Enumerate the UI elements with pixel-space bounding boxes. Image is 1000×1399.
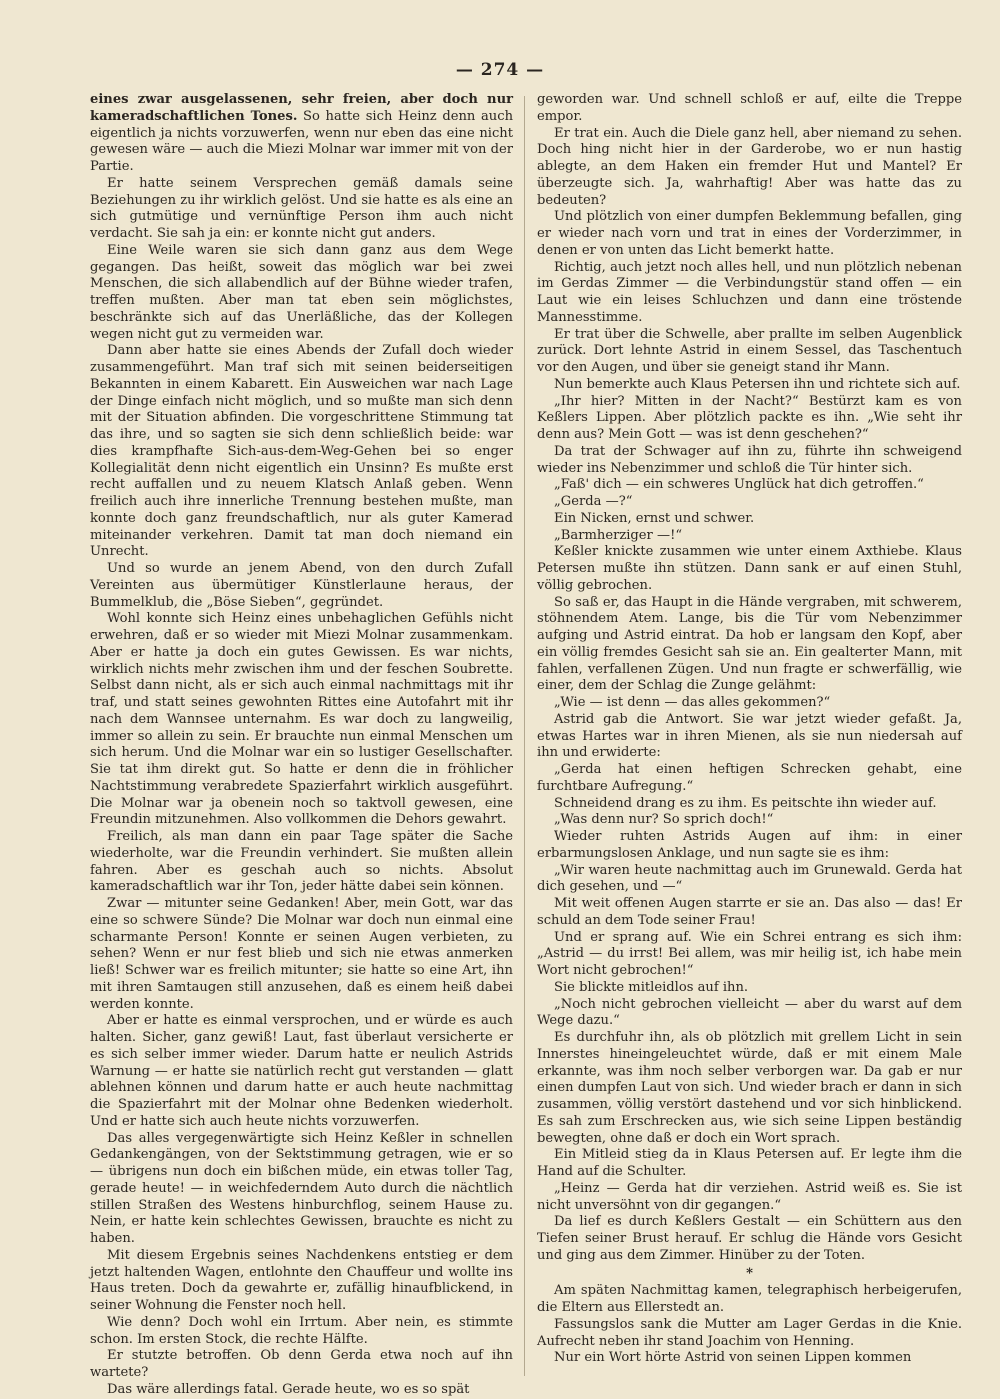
- paragraph: Das wäre allerdings fatal. Gerade heute, wo es so spät: [107, 1381, 470, 1397]
- paragraph: „Gerda hat einen heftigen Schrecken gehabt, eine furchtbare Aufregung.“: [537, 762, 962, 794]
- paragraph: Ein Mitleid stieg da in Klaus Petersen auf. Er legte ihm die Hand auf die Schulter.: [537, 1147, 962, 1179]
- paragraph: Er trat über die Schwelle, aber prallte im selben Augenblick zurück. Dort lehnte Astrid in einem Sessel, das Taschentuch vor den Augen, und über sie geneigt stand ihr Mann.: [537, 326, 962, 375]
- paragraph: Er trat ein. Auch die Diele ganz hell, aber niemand zu sehen. Doch hing nicht hier in der Garderobe, wo er nun hastig ablegte, an dem Haken ein fremder Hut und Mantel? Er überzeugte sich. Ja, wahrhaftig! Aber was hatte das zu bedeuten?: [537, 125, 962, 208]
- paragraph: Ein Nicken, ernst und schwer.: [554, 510, 755, 526]
- right-column: [537, 92, 962, 1382]
- paragraph: geworden war. Und schnell schloß er auf, eilte die Treppe empor.: [537, 92, 962, 124]
- paragraph: Er hatte seinem Versprechen gemäß damals seine Beziehungen zu ihr wirklich gelöst. Und sie hatte es als eine an sich gutmütige und vernünftige Person ihm auch nicht verdacht. Sie sah ja ein: er konnte nicht gut anders.: [90, 175, 513, 241]
- paragraph: Eine Weile waren sie sich dann ganz aus dem Wege gegangen. Das heißt, soweit das möglich war bei zwei Menschen, die sich allabendlich auf der Bühne wieder trafen, treffen mußten. Aber man tat eben sein möglichstes, beschränkte sich auf das Unerläßliche, das der Kollegen wegen nicht gut zu vermeiden war.: [90, 242, 513, 342]
- paragraph: „Barmherziger —!“: [554, 527, 683, 543]
- paragraph: Und er sprang auf. Wie ein Schrei entrang es sich ihm: „Astrid — du irrst! Bei allem, was mir heilig ist, ich habe mein Wort nicht gebrochen!“: [537, 929, 962, 978]
- paragraph: Er stutzte betroffen. Ob denn Gerda etwa noch auf ihn wartete?: [90, 1348, 513, 1380]
- paragraph: „Ihr hier? Mitten in der Nacht?“ Bestürzt kam es von Keßlers Lippen. Aber plötzlich packte es ihn. „Wie seht ihr denn aus? Mein Gott — was ist denn geschehen?“: [537, 393, 962, 442]
- paragraph: „Heinz — Gerda hat dir verziehen. Astrid weiß es. Sie ist nicht unversöhnt von dir gegangen.“: [537, 1180, 962, 1213]
- paragraph: So saß er, das Haupt in die Hände vergraben, mit schwerem, stöhnendem Atem. Lange, bis die Tür vom Nebenzimmer aufging und Astrid eintrat. Da hob er langsam den Kopf, aber ein völlig fremdes Gesicht sah sie an. Ein gealterter Mann, mit fahlen, verfallenen Zügen. Und nun fragte er schwerfällig, wie einer, dem der Schlag die Zunge gelähmt:: [537, 594, 962, 694]
- paragraph: Wohl konnte sich Heinz eines unbehaglichen Gefühls nicht erwehren, daß er so wieder mit Miezi Molnar zusammenkam. Aber er hatte ja doch ein gutes Gewissen. Es war nichts, wirklich nichts mehr zwischen ihm und der feschen Soubrette. Selbst dann nicht, als er sich auch einmal nachmittags mit ihr traf, und statt seines gewohnten Rittes eine Autofahrt mit ihr nach dem Wannsee unternahm. Es war doch zu langweilig, immer so allein zu sein. Er brauchte nun einmal Menschen um sich herum. Und die Molnar war ein so lustiger Gesellschafter. Sie tat ihm direkt gut. So hatte er denn die in fröhlicher Nachtstimmung verabredete Spazierfahrt wirklich ausgeführt. Die Molnar war ja obenein noch so taktvoll gewesen, eine Freundin mitzunehmen. Also vollkommen die Dehors gewahrt.: [90, 611, 513, 828]
- paragraph: „Gerda —?“: [554, 494, 633, 509]
- paragraph: Es durchfuhr ihn, als ob plötzlich mit grellem Licht in sein Innerstes hineingeleuchtet würde, daß er mit einem Male erkannte, was ihm noch selber verborgen war. Da gab er nur einen dumpfen Laut von sich. Und wieder brach er dann in sich zusammen, völlig verstört dastehend und vor sich hinblickend. Es sah zum Erschrecken aus, wie sich seine Lippen beständig bewegten, ohne daß er doch ein Wort sprach.: [537, 1030, 962, 1146]
- paragraph: eines zwar ausgelassenen, sehr freien, aber doch nur kameradschaftlichen Tones. So hatte sich Heinz denn auch eigentlich ja nichts vorzuwerfen, wenn nur eben das eine nicht gewesen wäre — auch die Miezi Molnar war immer mit von der Partie.: [90, 92, 513, 174]
- paragraph: Und plötzlich von einer dumpfen Beklemmung befallen, ging er wieder nach vorn und trat in eines der Vorderzimmer, in denen er von unten das Licht bemerkt hatte.: [537, 209, 962, 258]
- paragraph: Und so wurde an jenem Abend, von den durch Zufall Vereinten aus übermütiger Künstlerlaune heraus, der Bummelklub, die „Böse Sieben“, gegründet.: [90, 561, 513, 610]
- left-column: [90, 92, 513, 1397]
- paragraph: *: [746, 1265, 753, 1281]
- paragraph: Richtig, auch jetzt noch alles hell, und nun plötzlich nebenan im Gerdas Zimmer — die Verbindungstür stand offen — ein Laut wie ein leises Schluchzen und dann eine tröstende Mannesstimme.: [537, 259, 962, 325]
- paragraph: Aber er hatte es einmal versprochen, und er würde es auch halten. Sicher, ganz gewiß! Laut, fast überlaut versicherte er es sich selber immer wieder. Darum hatte er neulich Astrids Warnung — er hatte sie natürlich recht gut verstanden — glatt ablehnen können und darum hatte er auch heute nachmittag die Spazierfahrt mit der Molnar ohne Bedenken wiederholt. Und er hatte sich auch heute nichts vorzuwerfen.: [90, 1013, 513, 1129]
- paragraph: „Faß' dich — ein schweres Unglück hat dich getroffen.“: [554, 477, 924, 493]
- paragraph: Das alles vergegenwärtigte sich Heinz Keßler in schnellen Gedankengängen, von der Sektstimmung getragen, wie er so — übrigens nun doch ein bißchen müde, ein etwas toller Tag, gerade heute! — in weichfederndem Auto durch die nächtlich stillen Straßen des Westens hinburchflog, seinem Hause zu. Nein, er hatte kein schlechtes Gewissen, brauchte es nicht zu haben.: [90, 1130, 513, 1246]
- paragraph: Mit weit offenen Augen starrte er sie an. Das also — das! Er schuld an dem Tode seiner Frau!: [537, 896, 962, 928]
- paragraph: Wie denn? Doch wohl ein Irrtum. Aber nein, es stimmte schon. Im ersten Stock, die rechte Hälfte.: [90, 1314, 513, 1347]
- paragraph: Da trat der Schwager auf ihn zu, führte ihn schweigend wieder ins Nebenzimmer und schloß die Tür hinter sich.: [537, 443, 962, 476]
- paragraph: Da lief es durch Keßlers Gestalt — ein Schüttern aus den Tiefen seiner Brust herauf. Er schlug die Hände vors Gesicht und ging aus dem Zimmer. Hinüber zu der Toten.: [537, 1214, 962, 1263]
- paragraph: Nur ein Wort hörte Astrid von seinen Lippen kommen: [554, 1350, 912, 1366]
- paragraph: „Wir waren heute nachmittag auch im Grunewald. Gerda hat dich gesehen, und —“: [537, 862, 962, 895]
- paragraph: Zwar — mitunter seine Gedanken! Aber, mein Gott, war das eine so schwere Sünde? Die Molnar war doch nun einmal eine scharmante Person! Konnte er seinen Augen verbieten, zu sehen? Wenn er nur fest blieb und sich nie etwas anmerken ließ! Schwer war es freilich mitunter; sie hatte so eine Art, ihn mit ihren Samtaugen still anzusehen, daß es einem heiß dabei werden konnte.: [90, 896, 513, 1012]
- paragraph: Keßler knickte zusammen wie unter einem Axthiebe. Klaus Petersen mußte ihn stützen. Dann sank er auf einen Stuhl, völlig gebrochen.: [537, 544, 962, 593]
- paragraph: Wieder ruhten Astrids Augen auf ihm: in einer erbarmungslosen Anklage, und nun sagte sie es ihm:: [537, 829, 962, 861]
- paragraph: Am späten Nachmittag kamen, telegraphisch herbeigerufen, die Eltern aus Ellerstedt an.: [537, 1283, 962, 1315]
- paragraph: „Noch nicht gebrochen vielleicht — aber du warst auf dem Wege dazu.“: [537, 996, 962, 1029]
- paragraph: Dann aber hatte sie eines Abends der Zufall doch wieder zusammengeführt. Man traf sich mit seinen beiderseitigen Bekannten in einem Kabarett. Ein Ausweichen war nach Lage der Dinge einfach nicht möglich, und so mußte man sich denn mit der Situation abfinden. Die vorgeschrittene Stimmung tat das ihre, und so sagten sie sich denn schließlich beide: war dies krampfhafte Sich-aus-dem-Weg-Gehen bei so enger Kollegialität denn nicht eigentlich ein Unsinn? Es mußte erst recht auffallen und zu neuem Klatsch Anlaß geben. Wenn freilich auch ihre innerliche Trennung bestehen mußte, man konnte doch ganz freundschaftlich, nur als guter Kamerad miteinander verkehren. Damit tat man doch niemand ein Unrecht.: [90, 343, 513, 560]
- paragraph: Sie blickte mitleidlos auf ihn.: [554, 979, 749, 995]
- paragraph: Mit diesem Ergebnis seines Nachdenkens entstieg er dem jetzt haltenden Wagen, entlohnte den Chauffeur und wollte ins Haus treten. Doch da gewahrte er, zufällig hinaufblickend, in seiner Wohnung die Fenster noch hell.: [90, 1247, 513, 1313]
- paragraph: „Wie — ist denn — das alles gekommen?“: [554, 695, 831, 710]
- column-rule: [524, 96, 525, 1376]
- paragraph: Astrid gab die Antwort. Sie war jetzt wieder gefaßt. Ja, etwas Hartes war in ihren Mienen, als sie nun niedersah auf ihn und erwiderte:: [537, 711, 962, 761]
- paragraph: Schneidend drang es zu ihm. Es peitschte ihn wieder auf.: [554, 795, 937, 811]
- paragraph: Nun bemerkte auch Klaus Petersen ihn und richtete sich auf.: [554, 376, 961, 392]
- page-number: — 274 —: [455, 60, 545, 80]
- paragraph: Fassungslos sank die Mutter am Lager Gerdas in die Knie. Aufrecht neben ihr stand Joachim von Henning.: [537, 1316, 962, 1349]
- paragraph: „Was denn nur? So sprich doch!“: [554, 812, 774, 828]
- paragraph: Freilich, als man dann ein paar Tage später die Sache wiederholte, war die Freundin verhindert. Sie mußten allein fahren. Aber es geschah auch so nichts. Absolut kameradschaftlich war ihr Ton, jeder hätte dabei sein können.: [90, 829, 513, 895]
